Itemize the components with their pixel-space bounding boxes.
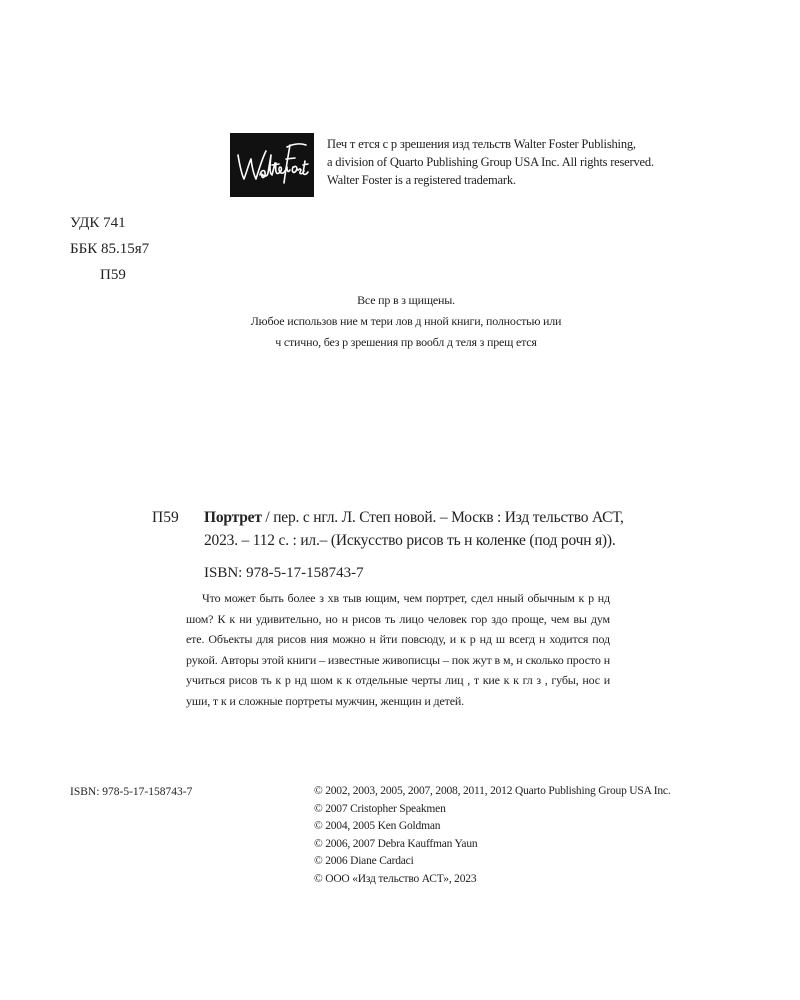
isbn: ISBN: 978-5-17-158743-7	[204, 565, 364, 581]
publisher-notice	[327, 135, 654, 189]
author-sign: П59	[100, 267, 126, 283]
publisher-notice-line: Печ т ется с р зрешения изд тельств Walter Foster Publishing,	[327, 137, 636, 151]
copyright-line: © 2002, 2003, 2005, 2007, 2008, 2011, 2012 Quarto Publishing Group USA Inc.	[314, 785, 671, 797]
classification-block	[70, 210, 149, 288]
copyright-line: © 2006 Diane Cardaci	[314, 855, 414, 867]
copyright-line: © 2006, 2007 Debra Kauffman Yaun	[314, 837, 478, 850]
copyright-line: © 2004, 2005 Ken Goldman	[314, 820, 441, 832]
bibliographic-citation	[204, 506, 624, 552]
walter-foster-logo	[230, 133, 314, 197]
publisher-notice-line: Walter Foster is a registered trademark.	[327, 173, 516, 187]
udk-code: УДК 741	[70, 215, 126, 231]
book-title: Портрет	[204, 509, 262, 526]
footer-isbn: ISBN: 978-5-17-158743-7	[70, 786, 193, 798]
annotation: Что может быть более з хв тыв ющим, чем портрет, сдел нный обычным к р нд шом? К к ни удивительно, но н рисов ть лицо человек гор здо проще, чем вы дум ете. Объекты для рисов ния можно н йти повсюду, и к р нд ш всегд н ходится под рукой. Авторы этой книги – известные живописцы – пок жут в м, н сколько просто н учиться рисов ть к р нд шом к к отдельные черты лиц , т кие к к гл з , губы, нос и уши, т к и сложные портреты мужчин, женщин и детей.	[186, 591, 610, 708]
copyright-line: © 2007 Cristopher Speakmen	[314, 802, 446, 815]
rights-line: Любое использов ние м тери лов д нной книги, полностью или	[250, 314, 562, 328]
catalog-sign: П59	[152, 509, 179, 526]
citation-details: / пер. с нгл. Л. Степ новой. – Москв : Изд тельство АСТ, 2023. – 112 с. : ил.– (Искусство рисов ть н коленке (под рочн я)).	[204, 509, 624, 549]
rights-line: Все пр в з щищены.	[357, 293, 455, 307]
publisher-notice-line: a division of Quarto Publishing Group USA Inc. All rights reserved.	[327, 155, 654, 169]
bbk-code: ББК 85.15я7	[70, 241, 150, 257]
rights-notice	[200, 290, 612, 353]
walter-foster-logo-art	[230, 133, 314, 197]
copyright-line: © ООО «Изд тельство АСТ», 2023	[314, 872, 477, 885]
rights-line: ч стично, без р зрешения пр вообл д теля з прещ ется	[275, 335, 537, 349]
copyright-list	[314, 783, 671, 888]
